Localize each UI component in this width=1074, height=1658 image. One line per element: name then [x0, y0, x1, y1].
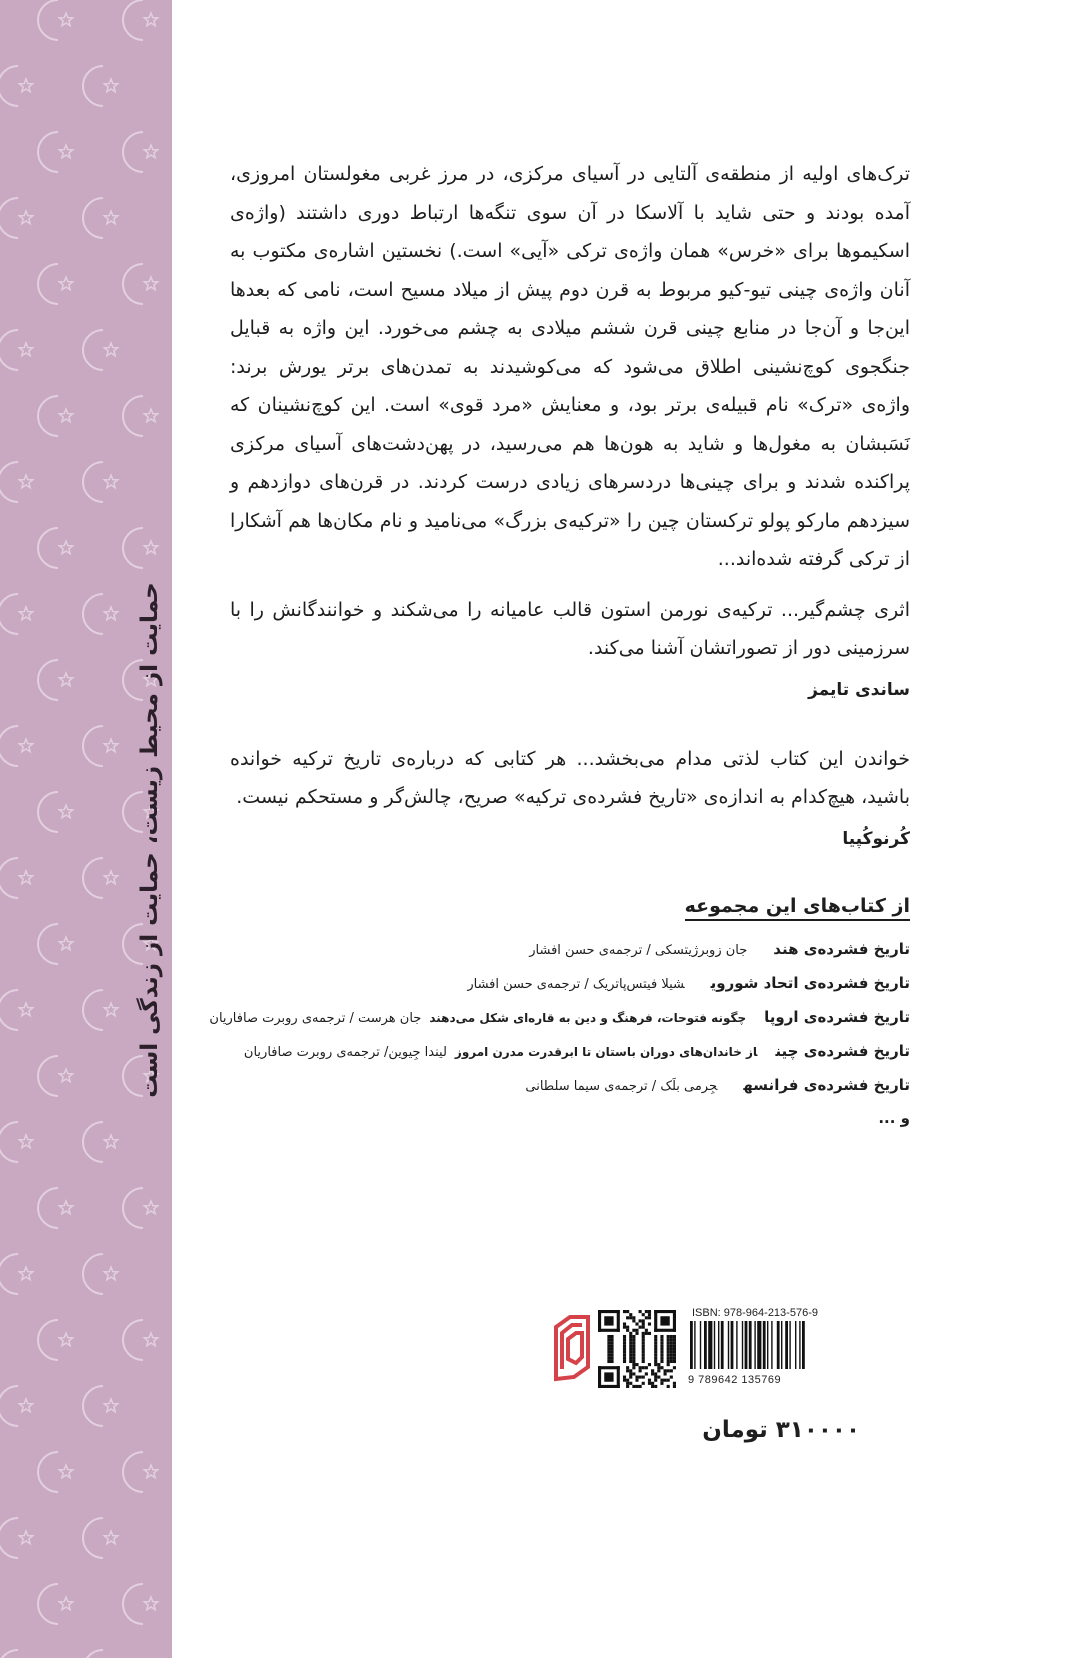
- crescent-icon: [123, 0, 143, 40]
- star-icon: [104, 79, 117, 92]
- barcode: [688, 1307, 868, 1386]
- book-title: تاریخ فشرده‌ی هند: [773, 939, 910, 958]
- crescent-icon: [38, 1584, 58, 1624]
- book-credits: جان هرست / ترجمه‌ی روبرت صافاریان: [209, 1010, 422, 1026]
- star-icon: [104, 343, 117, 356]
- review-sunday-times: اثری چشم‌گیر... ترکیه‌ی نورمن استون قالب عامیانه را می‌شکند و خوانندگانش را با سرزمینی دور از تصوراتشان آشنا می‌کند.: [230, 598, 910, 659]
- crescent-icon: [83, 726, 103, 766]
- crescent-icon: [0, 990, 18, 1030]
- book-item: [230, 1041, 910, 1063]
- star-icon: [104, 1135, 117, 1148]
- isbn-text: ISBN: 978-964-213-576-9: [692, 1307, 818, 1319]
- crescent-icon: [83, 1650, 103, 1658]
- star-icon: [19, 1267, 32, 1280]
- crescent-icon: [123, 1584, 143, 1624]
- book-title: تاریخ فشرده‌ی فرانسه: [743, 1075, 910, 1094]
- crescent-icon: [38, 132, 58, 172]
- crescent-icon: [0, 66, 18, 106]
- star-icon: [144, 13, 157, 26]
- review-cornucopia-author: کُرنوکُپیا: [842, 828, 910, 849]
- crescent-icon: [0, 1254, 18, 1294]
- barcode-digits: 9 789642 135769: [688, 1374, 782, 1386]
- back-cover-content: [209, 155, 910, 1127]
- star-icon: [144, 1333, 157, 1346]
- star-icon: [144, 409, 157, 422]
- crescent-icon: [123, 396, 143, 436]
- crescent-icon: [38, 264, 58, 304]
- star-icon: [59, 409, 72, 422]
- star-icon: [104, 871, 117, 884]
- star-icon: [104, 1399, 117, 1412]
- crescent-icon: [123, 1320, 143, 1360]
- crescent-icon: [83, 198, 103, 238]
- star-icon: [144, 145, 157, 158]
- star-icon: [59, 277, 72, 290]
- crescent-icon: [0, 1518, 18, 1558]
- description: ترک‌های اولیه از منطقه‌ی آلتایی در آسیای مرکزی، در مرز غربی مغولستان امروزی، آمده بودند و حتی شاید با آلاسکا در آن سوی تنگه‌ها ارتباط دوری داشتند (واژه‌ی اسکیموها برای «خرس» همان واژه‌ی ترکی «آیی» است.) نخستین اشاره‌ی مکتوب به آنان واژه‌ی چینی تیو-کیو مربوط به قرن دوم پیش از میلاد مسیح است، نامی که بعدها این‌جا و آن‌جا در منابع چینی قرن ششم میلادی به چشم می‌خورد. این واژه به قبایل جنگجوی کوچ‌نشینی اطلاق می‌شود که می‌کوشیدند به تمدن‌های برتر یورش برند: واژه‌ی «ترک» نام قبیله‌ی برتر بود، و معنایش «مرد قوی» است. این کوچ‌نشینان که نَسَبشان به مغول‌ها و شاید به هون‌ها هم می‌رسید، در پهن‌دشت‌های آسیای مرکزی پراکنده شدند و برای چینی‌ها دردسرهای زیادی درست کردند. در قرن‌های دوازدهم و سیزدهم مارکو پولو ترکستان چین را «ترکیه‌ی بزرگ» می‌نامید و نام مکان‌ها هم آشکارا از ترکی گرفته شده‌اند...: [230, 163, 910, 570]
- crescent-icon: [123, 132, 143, 172]
- crescent-icon: [83, 462, 103, 502]
- star-icon: [59, 1069, 72, 1082]
- star-icon: [59, 145, 72, 158]
- star-icon: [19, 343, 32, 356]
- qr-code-icon: [598, 1310, 676, 1388]
- star-icon: [59, 673, 72, 686]
- book-item: [209, 1007, 910, 1029]
- crescent-icon: [83, 594, 103, 634]
- star-icon: [19, 607, 32, 620]
- book-title: تاریخ فشرده‌ی اروپا: [764, 1007, 910, 1026]
- crescent-icon: [38, 924, 58, 964]
- star-icon: [144, 541, 157, 554]
- star-icon: [19, 1399, 32, 1412]
- book-credits: لیندا جِیوین/ ترجمه‌ی روبرت صافاریان: [243, 1044, 447, 1060]
- crescent-icon: [0, 330, 18, 370]
- star-icon: [19, 1135, 32, 1148]
- crescent-icon: [0, 1122, 18, 1162]
- spine: [0, 0, 172, 1658]
- star-icon: [59, 1201, 72, 1214]
- series-more: و ...: [878, 1108, 910, 1127]
- crescent-icon: [83, 1122, 103, 1162]
- book-title: تاریخ فشرده‌ی اتحاد شوروی: [710, 973, 910, 992]
- crescent-icon: [0, 858, 18, 898]
- book-subtitle: از خاندان‌های دوران باستان تا ابرقدرت مدرن امروز: [454, 1044, 758, 1059]
- crescent-icon: [38, 0, 58, 40]
- barcode-icon: [688, 1321, 864, 1369]
- star-icon: [104, 739, 117, 752]
- star-icon: [19, 871, 32, 884]
- book-credits: جان زوبرژیتسکی / ترجمه‌ی حسن افشار: [529, 942, 748, 958]
- crescent-icon: [0, 198, 18, 238]
- book-item: [230, 973, 910, 995]
- star-icon: [19, 1003, 32, 1016]
- crescent-icon: [38, 1320, 58, 1360]
- crescent-icon: [38, 792, 58, 832]
- book-subtitle: چگونه فتوحات، فرهنگ و دین به قاره‌ای شکل می‌دهند: [429, 1010, 747, 1025]
- star-icon: [59, 937, 72, 950]
- series-list: [209, 939, 910, 1127]
- star-icon: [19, 1531, 32, 1544]
- series-title: از کتاب‌های این مجموعه: [685, 895, 910, 921]
- crescent-icon: [123, 1452, 143, 1492]
- crescent-icon: [83, 858, 103, 898]
- crescent-icon: [83, 1254, 103, 1294]
- crescent-icon: [38, 528, 58, 568]
- book-item: [230, 1075, 910, 1097]
- star-icon: [144, 1465, 157, 1478]
- star-icon: [144, 277, 157, 290]
- star-icon: [59, 805, 72, 818]
- star-icon: [59, 1597, 72, 1610]
- crescent-icon: [0, 594, 18, 634]
- star-icon: [59, 1333, 72, 1346]
- crescent-icon: [38, 396, 58, 436]
- star-icon: [19, 739, 32, 752]
- crescent-icon: [83, 1386, 103, 1426]
- crescent-icon: [0, 1386, 18, 1426]
- star-icon: [59, 541, 72, 554]
- star-icon: [144, 1201, 157, 1214]
- star-icon: [59, 13, 72, 26]
- star-icon: [104, 211, 117, 224]
- crescent-icon: [83, 66, 103, 106]
- book-credits: جِرمی بلَک / ترجمه‌ی سیما سلطانی: [525, 1078, 718, 1094]
- review-cornucopia: خواندن این کتاب لذتی مدام می‌بخشد... هر کتابی که درباره‌ی تاریخ ترکیه خوانده باشید، هیچ‌کدام به اندازه‌ی «تاریخ فشرده‌ی ترکیه» صریح، چالش‌گر و مستحکم نیست.: [230, 747, 910, 808]
- crescent-icon: [38, 1188, 58, 1228]
- crescent-icon: [123, 528, 143, 568]
- spine-text: حمایت از محیط زیست، حمایت از زندگی است: [137, 582, 163, 1098]
- crescent-icon: [123, 1188, 143, 1228]
- crescent-icon: [0, 726, 18, 766]
- review-sunday-times-author: ساندی تایمز: [808, 679, 910, 700]
- book-title: تاریخ فشرده‌ی چین: [775, 1041, 910, 1060]
- book-credits: شیلا فیتس‌پاتریک / ترجمه‌ی حسن افشار: [467, 976, 685, 992]
- book-item: [230, 939, 910, 961]
- star-icon: [104, 1267, 117, 1280]
- star-icon: [144, 1597, 157, 1610]
- star-icon: [104, 1531, 117, 1544]
- star-icon: [19, 211, 32, 224]
- crescent-icon: [123, 264, 143, 304]
- crescent-icon: [83, 330, 103, 370]
- star-icon: [19, 79, 32, 92]
- crescent-icon: [38, 1056, 58, 1096]
- publisher-block: [538, 1307, 888, 1387]
- star-icon: [59, 1465, 72, 1478]
- star-icon: [19, 475, 32, 488]
- crescent-icon: [83, 1518, 103, 1558]
- publisher-logo-icon: [552, 1313, 592, 1383]
- crescent-icon: [38, 1452, 58, 1492]
- crescent-icon: [0, 462, 18, 502]
- crescent-icon: [0, 1650, 18, 1658]
- price: ۳۱۰۰۰۰ تومان: [702, 1417, 860, 1443]
- star-icon: [104, 1003, 117, 1016]
- crescent-icon: [38, 660, 58, 700]
- crescent-icon: [83, 990, 103, 1030]
- star-icon: [104, 475, 117, 488]
- star-icon: [104, 607, 117, 620]
